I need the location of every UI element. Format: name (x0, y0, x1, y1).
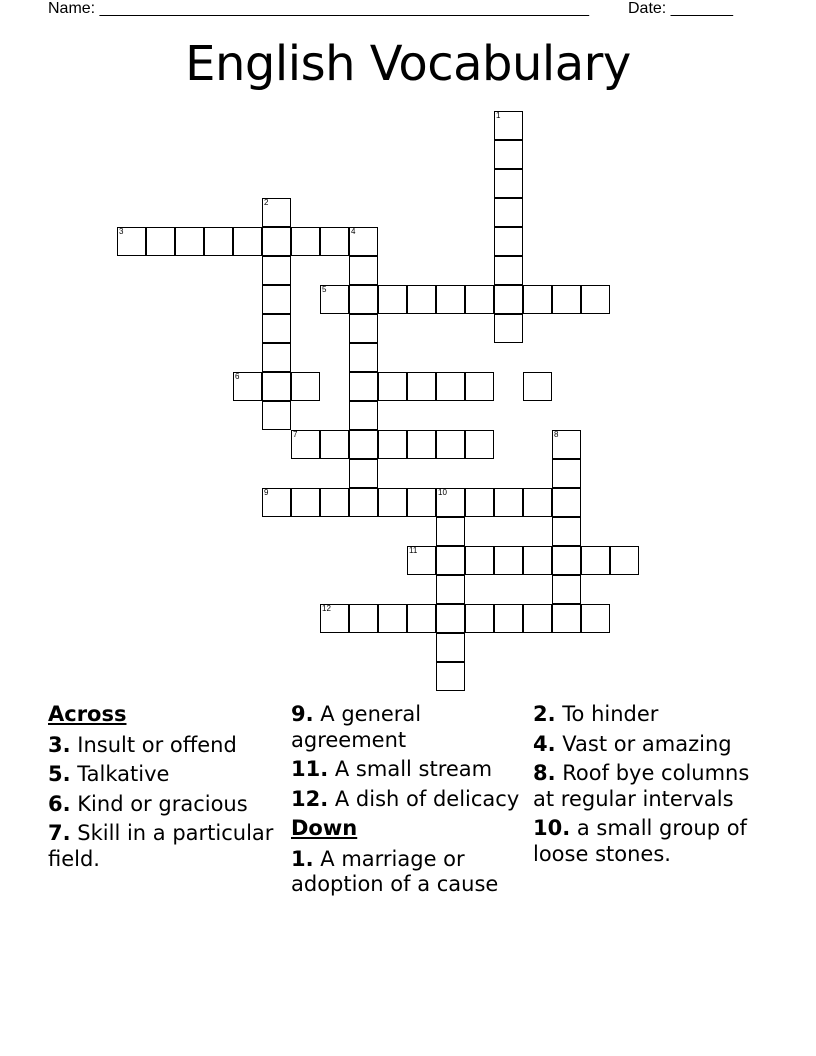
grid-cell[interactable] (436, 633, 465, 662)
clue-number: 6. (48, 791, 71, 816)
grid-cell[interactable] (465, 604, 494, 633)
clue-text: A dish of delicacy (334, 786, 520, 811)
across-clue-7 (48, 821, 280, 872)
grid-cell[interactable] (378, 488, 407, 517)
grid-cell[interactable] (494, 488, 523, 517)
cell-number: 5 (322, 285, 327, 294)
grid-cell[interactable] (262, 488, 291, 517)
grid-cell[interactable] (349, 604, 378, 633)
clue-text: A marriage or adoption of a cause (291, 846, 499, 896)
grid-cell[interactable] (494, 227, 523, 256)
grid-cell[interactable] (523, 604, 552, 633)
grid-cell[interactable] (436, 546, 465, 575)
clue-text: To hinder (562, 702, 659, 726)
grid-cell[interactable] (262, 372, 291, 401)
clue-number: 2. (533, 702, 556, 726)
grid-cell[interactable] (494, 198, 523, 227)
name-line: Name: _______________________________________________________ (48, 0, 589, 17)
clue-number: 3. (48, 732, 71, 757)
grid-cell[interactable] (262, 256, 291, 285)
grid-cell[interactable] (291, 488, 320, 517)
clue-number: 10. (533, 816, 571, 840)
across-clue-12 (291, 787, 527, 813)
grid-cell[interactable] (349, 372, 378, 401)
grid-cell[interactable] (117, 227, 146, 256)
grid-cell[interactable] (349, 401, 378, 430)
clue-text: A small stream (334, 757, 493, 781)
grid-cell[interactable] (291, 430, 320, 459)
grid-cell[interactable] (349, 488, 378, 517)
grid-cell[interactable] (407, 372, 436, 401)
grid-cell[interactable] (407, 430, 436, 459)
grid-cell[interactable] (436, 604, 465, 633)
grid-cell[interactable] (494, 111, 523, 140)
grid-cell[interactable] (175, 227, 204, 256)
grid-cell[interactable] (552, 604, 581, 633)
grid-cell[interactable] (523, 285, 552, 314)
across-clue-5 (48, 762, 280, 788)
grid-cell[interactable] (494, 546, 523, 575)
grid-cell[interactable] (465, 372, 494, 401)
clue-text: a small group of loose stones. (533, 816, 747, 866)
grid-cell[interactable] (465, 546, 494, 575)
clue-column-1 (48, 702, 280, 876)
grid-cell[interactable] (465, 488, 494, 517)
grid-cell[interactable] (378, 372, 407, 401)
clue-number: 4. (533, 731, 556, 756)
grid-cell[interactable] (494, 285, 523, 314)
cell-number: 7 (293, 430, 298, 439)
grid-cell[interactable] (407, 604, 436, 633)
grid-cell[interactable] (262, 227, 291, 256)
grid-cell[interactable] (349, 459, 378, 488)
clue-text: Insult or offend (77, 732, 237, 757)
grid-cell[interactable] (494, 604, 523, 633)
down-clue-8 (533, 761, 769, 812)
clue-column-3 (533, 702, 769, 871)
grid-cell[interactable] (349, 256, 378, 285)
down-clue-10 (533, 816, 769, 867)
grid-cell[interactable] (436, 575, 465, 604)
grid-cell[interactable] (349, 343, 378, 372)
date-line: Date: _______ (628, 0, 733, 17)
grid-cell[interactable] (494, 169, 523, 198)
grid-cell[interactable] (378, 604, 407, 633)
cell-number: 10 (438, 488, 447, 497)
clue-number: 12. (291, 786, 329, 811)
down-clue-4 (533, 732, 769, 758)
across-clue-9 (291, 702, 527, 753)
grid-cell[interactable] (320, 488, 349, 517)
grid-cell[interactable] (552, 546, 581, 575)
cell-number: 11 (409, 546, 418, 555)
grid-cell[interactable] (523, 546, 552, 575)
across-clue-6 (48, 792, 280, 818)
grid-cell[interactable] (465, 285, 494, 314)
grid-cell[interactable] (262, 198, 291, 227)
grid-cell[interactable] (349, 285, 378, 314)
clue-number: 1. (291, 846, 314, 871)
grid-cell[interactable] (349, 430, 378, 459)
grid-cell[interactable] (291, 227, 320, 256)
grid-cell[interactable] (436, 488, 465, 517)
grid-cell[interactable] (436, 662, 465, 691)
grid-cell[interactable] (378, 430, 407, 459)
grid-cell[interactable] (523, 488, 552, 517)
clue-number: 5. (48, 762, 71, 786)
cell-number: 12 (322, 604, 331, 613)
clue-number: 7. (48, 821, 71, 845)
cell-number: 1 (496, 111, 501, 120)
grid-cell[interactable] (349, 227, 378, 256)
down-clue-2 (533, 702, 769, 728)
grid-cell[interactable] (552, 459, 581, 488)
across-clue-3 (48, 733, 280, 759)
grid-cell[interactable] (552, 430, 581, 459)
grid-cell[interactable] (233, 227, 262, 256)
cell-number: 4 (351, 227, 356, 236)
grid-cell[interactable] (320, 285, 349, 314)
clue-number: 8. (533, 761, 556, 785)
clue-text: Skill in a particular field. (48, 821, 274, 871)
grid-cell[interactable] (320, 227, 349, 256)
grid-cell[interactable] (552, 575, 581, 604)
grid-cell[interactable] (436, 372, 465, 401)
clue-text: Roof bye columns at regular intervals (533, 761, 750, 811)
cell-number: 9 (264, 488, 269, 497)
down-heading: Down (291, 816, 358, 840)
clue-number: 9. (291, 702, 314, 726)
grid-cell[interactable] (494, 140, 523, 169)
grid-cell[interactable] (320, 604, 349, 633)
grid-cell[interactable] (523, 372, 552, 401)
cell-number: 3 (119, 227, 124, 236)
across-heading: Across (48, 702, 127, 726)
clue-number: 11. (291, 757, 329, 781)
grid-cell[interactable] (581, 604, 610, 633)
clue-text: Kind or gracious (77, 791, 248, 816)
grid-cell[interactable] (233, 372, 262, 401)
grid-cell[interactable] (494, 256, 523, 285)
cell-number: 2 (264, 198, 269, 207)
cell-number: 6 (235, 372, 240, 381)
grid-cell[interactable] (407, 488, 436, 517)
clue-text: A general agreement (291, 702, 422, 752)
grid-cell[interactable] (262, 401, 291, 430)
page-title: English Vocabulary (185, 36, 631, 92)
grid-cell[interactable] (581, 546, 610, 575)
grid-cell[interactable] (436, 517, 465, 546)
grid-cell[interactable] (552, 488, 581, 517)
grid-cell[interactable] (552, 285, 581, 314)
clue-column-2 (291, 702, 527, 902)
grid-cell[interactable] (610, 546, 639, 575)
grid-cell[interactable] (407, 285, 436, 314)
grid-cell[interactable] (465, 430, 494, 459)
clue-text: Vast or amazing (562, 731, 732, 756)
grid-cell[interactable] (262, 343, 291, 372)
grid-cell[interactable] (320, 430, 349, 459)
clue-text: Talkative (77, 762, 170, 786)
grid-cell[interactable] (436, 430, 465, 459)
grid-cell[interactable] (407, 546, 436, 575)
grid-cell[interactable] (291, 372, 320, 401)
grid-cell[interactable] (436, 285, 465, 314)
grid-cell[interactable] (262, 314, 291, 343)
grid-cell[interactable] (581, 285, 610, 314)
grid-cell[interactable] (262, 285, 291, 314)
grid-cell[interactable] (552, 517, 581, 546)
grid-cell[interactable] (204, 227, 233, 256)
down-clue-1 (291, 847, 527, 898)
grid-cell[interactable] (378, 285, 407, 314)
cell-number: 8 (554, 430, 559, 439)
grid-cell[interactable] (146, 227, 175, 256)
grid-cell[interactable] (349, 314, 378, 343)
grid-cell[interactable] (494, 314, 523, 343)
across-clue-11 (291, 757, 527, 783)
